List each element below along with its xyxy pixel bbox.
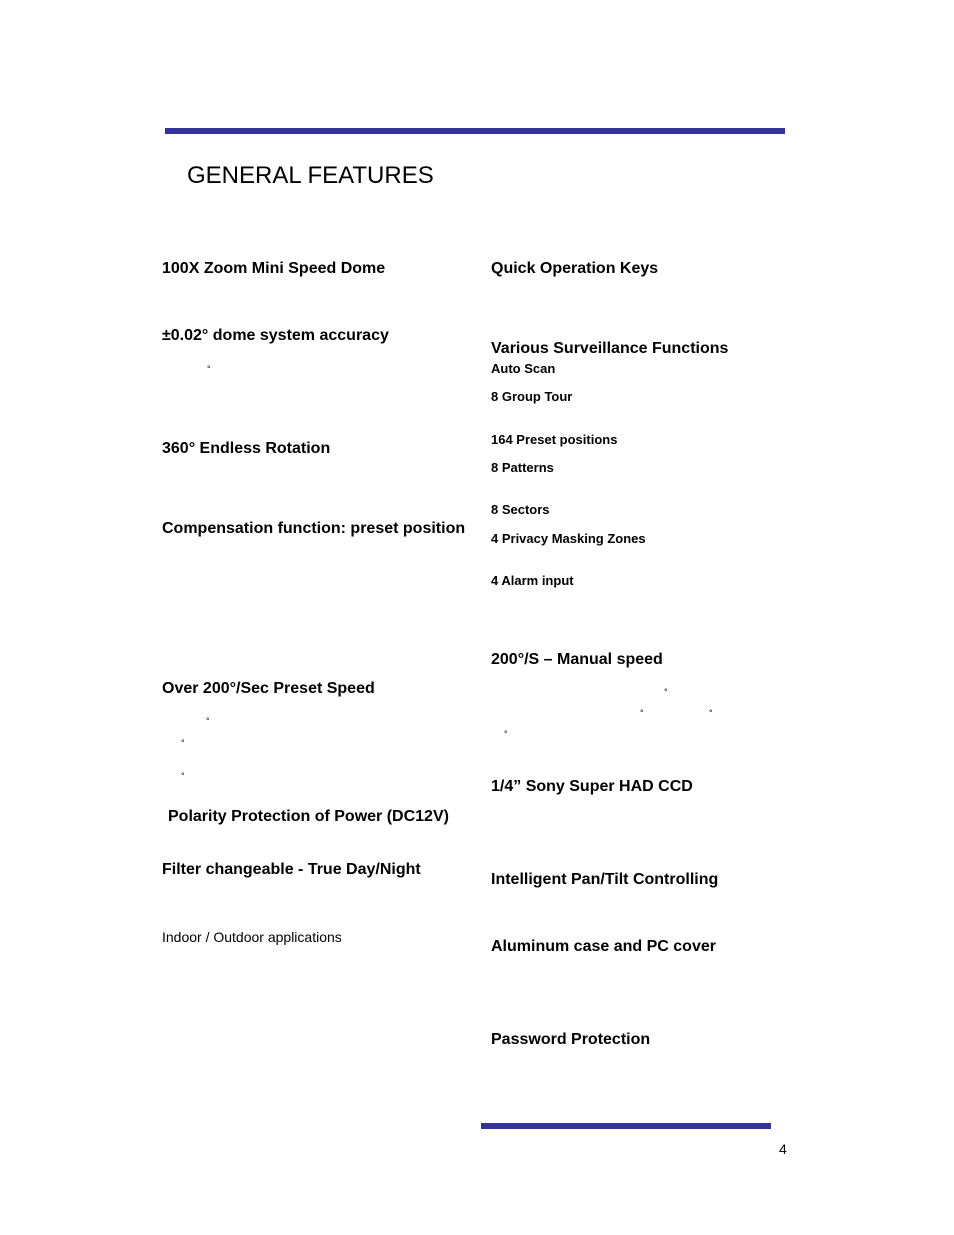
function-patterns: 8 Patterns <box>491 460 554 475</box>
bottom-rule <box>481 1123 771 1129</box>
function-alarm-input: 4 Alarm input <box>491 573 574 588</box>
degree-mark: ° <box>664 687 668 697</box>
function-privacy-zones: 4 Privacy Masking Zones <box>491 531 646 546</box>
top-rule <box>165 128 785 134</box>
function-preset-positions: 164 Preset positions <box>491 432 618 447</box>
degree-mark: ° <box>640 708 644 718</box>
feature-rotation: 360° Endless Rotation <box>162 440 331 457</box>
function-auto-scan: Auto Scan <box>491 361 556 376</box>
feature-quick-keys: Quick Operation Keys <box>491 260 659 277</box>
page-title: GENERAL FEATURES <box>187 162 434 189</box>
function-group-tour: 8 Group Tour <box>491 389 573 404</box>
function-sectors: 8 Sectors <box>491 502 550 517</box>
degree-mark: ° <box>206 716 210 726</box>
feature-manual-speed: 200°/S – Manual speed <box>491 651 663 668</box>
feature-aluminum-case: Aluminum case and PC cover <box>491 938 716 955</box>
feature-preset-speed: Over 200°/Sec Preset Speed <box>162 680 375 697</box>
degree-mark: ° <box>504 729 508 739</box>
feature-indoor-outdoor: Indoor / Outdoor applications <box>162 929 342 945</box>
degree-mark: ° <box>207 364 211 374</box>
page-number: 4 <box>779 1141 787 1157</box>
degree-mark: ° <box>181 738 185 748</box>
feature-filter: Filter changeable - True Day/Night <box>162 861 421 878</box>
feature-accuracy: ±0.02° dome system accuracy <box>162 327 389 344</box>
feature-pan-tilt: Intelligent Pan/Tilt Controlling <box>491 871 719 888</box>
feature-surveillance: Various Surveillance Functions <box>491 340 729 357</box>
feature-password: Password Protection <box>491 1031 651 1048</box>
degree-mark: ° <box>709 708 713 718</box>
degree-mark: ° <box>181 771 185 781</box>
feature-zoom: 100X Zoom Mini Speed Dome <box>162 260 386 277</box>
feature-ccd: 1/4” Sony Super HAD CCD <box>491 778 693 795</box>
feature-polarity: Polarity Protection of Power (DC12V) <box>168 808 449 825</box>
feature-compensation: Compensation function: preset position <box>162 520 466 537</box>
